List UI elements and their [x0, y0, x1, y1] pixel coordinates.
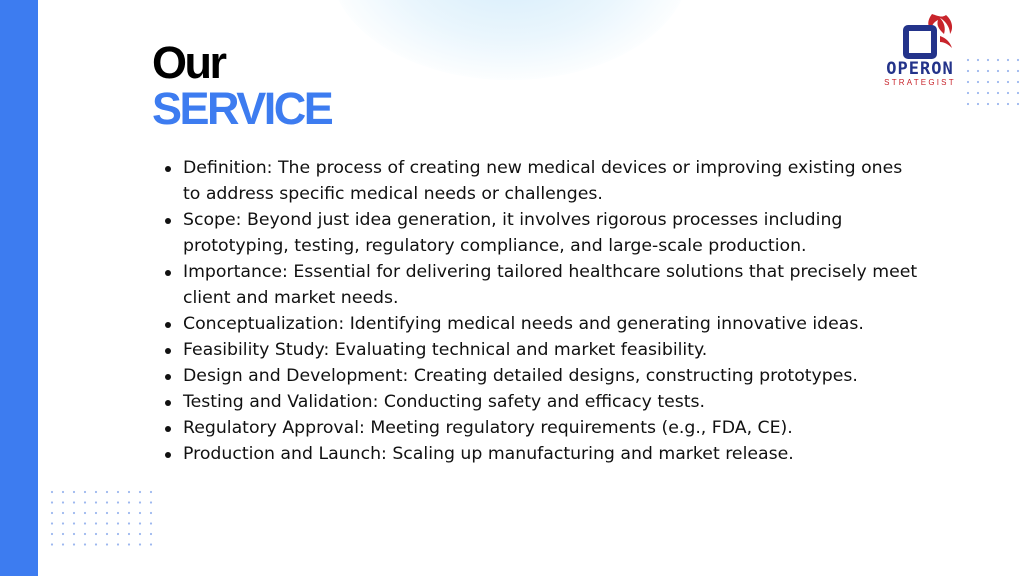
bullet-dot-icon	[165, 348, 171, 354]
bullet-text: Feasibility Study: Evaluating technical and market feasibility.	[183, 340, 708, 360]
grid-dot	[117, 501, 119, 503]
grid-dot	[62, 501, 64, 503]
grid-dot	[84, 491, 86, 493]
grid-dot	[977, 103, 979, 105]
bullet-item	[165, 155, 925, 207]
grid-dot	[84, 512, 86, 514]
grid-dot	[997, 59, 999, 61]
bullet-text: Regulatory Approval: Meeting regulatory requirements (e.g., FDA, CE).	[183, 418, 793, 438]
bullet-dot-icon	[165, 218, 171, 224]
grid-dot	[95, 491, 97, 493]
grid-dot	[1017, 103, 1019, 105]
grid-dot	[150, 522, 152, 524]
grid-dot	[139, 491, 141, 493]
title-line-our: Our	[152, 37, 225, 88]
bullet-dot-icon	[165, 400, 171, 406]
bullet-text: Testing and Validation: Conducting safety and efficacy tests.	[183, 392, 706, 412]
grid-dot	[117, 533, 119, 535]
grid-dot	[1007, 70, 1009, 72]
grid-dot	[139, 533, 141, 535]
grid-dot	[51, 512, 53, 514]
grid-dot	[1007, 92, 1009, 94]
grid-dot	[139, 543, 141, 545]
grid-dot	[1007, 81, 1009, 83]
grid-dot	[95, 543, 97, 545]
grid-dot	[150, 501, 152, 503]
bullet-text: Conceptualization: Identifying medical needs and generating innovative ideas.	[183, 314, 864, 334]
background-glow	[330, 0, 690, 80]
grid-dot	[73, 512, 75, 514]
grid-dot	[987, 81, 989, 83]
grid-dot	[139, 522, 141, 524]
grid-dot	[977, 81, 979, 83]
grid-dot	[128, 512, 130, 514]
grid-dot	[128, 522, 130, 524]
grid-dot	[51, 522, 53, 524]
service-bullet-list	[165, 155, 925, 467]
grid-dot	[150, 491, 152, 493]
grid-dot	[997, 103, 999, 105]
bullet-item	[165, 337, 925, 363]
grid-dot	[62, 512, 64, 514]
bullet-dot-icon	[165, 426, 171, 432]
bullet-item	[165, 207, 925, 259]
grid-dot	[106, 501, 108, 503]
grid-dot	[1007, 103, 1009, 105]
bullet-item	[165, 441, 925, 467]
grid-dot	[128, 501, 130, 503]
grid-dot	[84, 533, 86, 535]
grid-dot	[84, 522, 86, 524]
grid-dot	[1017, 92, 1019, 94]
bullet-item	[165, 415, 925, 441]
bullet-dot-icon	[165, 452, 171, 458]
grid-dot	[51, 543, 53, 545]
grid-dot	[128, 491, 130, 493]
left-accent-bar	[0, 0, 38, 576]
grid-dot	[117, 543, 119, 545]
grid-dot	[95, 522, 97, 524]
grid-dot	[987, 103, 989, 105]
grid-dot	[106, 491, 108, 493]
grid-dot	[150, 512, 152, 514]
grid-dot	[95, 512, 97, 514]
grid-dot	[73, 491, 75, 493]
grid-dot	[987, 92, 989, 94]
grid-dot	[977, 59, 979, 61]
grid-dot	[106, 512, 108, 514]
grid-dot	[117, 512, 119, 514]
bullet-text: Scope: Beyond just idea generation, it involves rigorous processes including prototyping, testing, regulatory compliance, and large-scale production.	[183, 210, 843, 256]
bullet-item	[165, 311, 925, 337]
grid-dot	[73, 522, 75, 524]
grid-dot	[62, 522, 64, 524]
grid-dot	[977, 70, 979, 72]
grid-dot	[128, 543, 130, 545]
grid-dot	[967, 59, 969, 61]
bullet-item	[165, 363, 925, 389]
bullet-text: Importance: Essential for delivering tailored healthcare solutions that precisely meet client and market needs.	[183, 262, 918, 308]
bullet-dot-icon	[165, 322, 171, 328]
grid-dot	[84, 543, 86, 545]
grid-dot	[95, 501, 97, 503]
bullet-text: Design and Development: Creating detailed designs, constructing prototypes.	[183, 366, 858, 386]
dot-grid-decoration-top-right	[966, 58, 1024, 114]
bullet-item	[165, 259, 925, 311]
grid-dot	[62, 491, 64, 493]
grid-dot	[997, 81, 999, 83]
logo-subtitle: STRATEGIST	[884, 78, 956, 87]
grid-dot	[73, 533, 75, 535]
grid-dot	[139, 512, 141, 514]
grid-dot	[150, 543, 152, 545]
grid-dot	[1007, 59, 1009, 61]
grid-dot	[73, 543, 75, 545]
grid-dot	[95, 533, 97, 535]
grid-dot	[51, 491, 53, 493]
grid-dot	[62, 533, 64, 535]
grid-dot	[977, 92, 979, 94]
grid-dot	[51, 501, 53, 503]
grid-dot	[117, 491, 119, 493]
logo-name: OPERON	[886, 59, 954, 79]
bullet-text: Definition: The process of creating new medical devices or improving existing ones to address specific medical needs or challenges.	[183, 158, 903, 204]
bullet-dot-icon	[165, 374, 171, 380]
grid-dot	[51, 533, 53, 535]
bullet-item	[165, 389, 925, 415]
grid-dot	[987, 70, 989, 72]
grid-dot	[106, 533, 108, 535]
grid-dot	[987, 59, 989, 61]
grid-dot	[73, 501, 75, 503]
operon-logo	[870, 12, 970, 87]
grid-dot	[967, 103, 969, 105]
grid-dot	[106, 543, 108, 545]
slide-title	[152, 37, 332, 134]
grid-dot	[117, 522, 119, 524]
grid-dot	[106, 522, 108, 524]
grid-dot	[62, 543, 64, 545]
grid-dot	[150, 533, 152, 535]
grid-dot	[997, 70, 999, 72]
title-line-service: SERVICE	[152, 83, 332, 134]
grid-dot	[967, 92, 969, 94]
dot-grid-decoration-bottom-left	[50, 490, 154, 550]
bullet-text: Production and Launch: Scaling up manufacturing and market release.	[183, 444, 794, 464]
grid-dot	[997, 92, 999, 94]
bullet-dot-icon	[165, 166, 171, 172]
grid-dot	[967, 70, 969, 72]
grid-dot	[84, 501, 86, 503]
flame-o-logo-icon	[870, 12, 970, 60]
grid-dot	[1017, 59, 1019, 61]
grid-dot	[1017, 81, 1019, 83]
bullet-dot-icon	[165, 270, 171, 276]
grid-dot	[967, 81, 969, 83]
grid-dot	[1017, 70, 1019, 72]
grid-dot	[139, 501, 141, 503]
grid-dot	[128, 533, 130, 535]
